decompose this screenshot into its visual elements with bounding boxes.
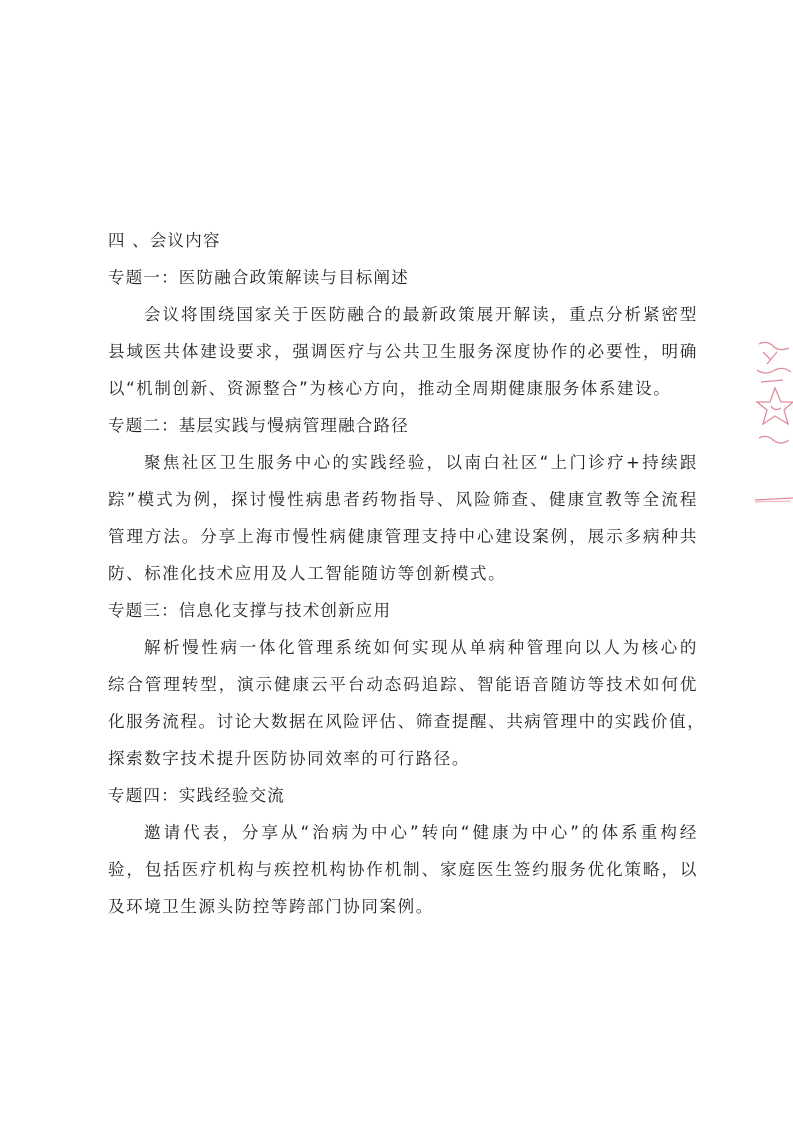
topic-4-paragraph <box>108 814 698 925</box>
topic-2-title: 专题二：基层实践与慢病管理融合路径 <box>108 416 409 435</box>
topic-1-paragraph <box>108 296 698 407</box>
paragraph-line: 综合管理转型，演示健康云平台动态码追踪、智能语音随访等技术如何优 <box>108 675 698 694</box>
section-title: 四 、会议内容 <box>108 231 221 250</box>
paragraph-line: 探索数字技术提升医防协同效率的可行路径。 <box>108 749 470 768</box>
topic-4-title: 专题四：实践经验交流 <box>108 786 285 805</box>
paragraph-line: 验，包括医疗机构与疾控机构协作机制、家庭医生签约服务优化策略，以 <box>108 860 698 879</box>
paragraph-line: 及环境卫生源头防控等跨部门协同案例。 <box>108 897 434 916</box>
paragraph-line: 管理方法。分享上海市慢性病健康管理支持中心建设案例，展示多病种共 <box>108 527 698 546</box>
paragraph-line: 化服务流程。讨论大数据在风险评估、筛查提醒、共病管理中的实践价值， <box>108 712 706 731</box>
document-body <box>108 222 706 925</box>
paragraph-line: 县域医共体建设要求，强调医疗与公共卫生服务深度协作的必要性，明确 <box>108 342 698 361</box>
paragraph-line: 以“机制创新、资源整合”为核心方向，推动全周期健康服务体系建设。 <box>108 379 672 398</box>
topic-2-paragraph <box>108 444 698 592</box>
paragraph-line: 解析慢性病一体化管理系统如何实现从单病种管理向以人为核心的 <box>144 638 698 657</box>
paragraph-line: 会议将围绕国家关于医防融合的最新政策展开解读，重点分析紧密型 <box>144 305 698 324</box>
paragraph-line: 聚焦社区卫生服务中心的实践经验，以南白社区“上门诊疗+持续跟 <box>144 453 698 472</box>
paragraph-line: 踪”模式为例，探讨慢性病患者药物指导、风险筛查、健康宣教等全流程 <box>108 490 698 509</box>
topic-3-paragraph <box>108 629 706 777</box>
topic-3-title: 专题三：信息化支撑与技术创新应用 <box>108 601 392 620</box>
paragraph-line: 邀请代表，分享从“治病为中心”转向“健康为中心”的体系重构经 <box>144 823 698 842</box>
topic-1-title: 专题一：医防融合政策解读与目标阐述 <box>108 268 409 287</box>
seal-stamp <box>753 330 793 510</box>
paragraph-line: 防、标准化技术应用及人工智能随访等创新模式。 <box>108 564 507 583</box>
